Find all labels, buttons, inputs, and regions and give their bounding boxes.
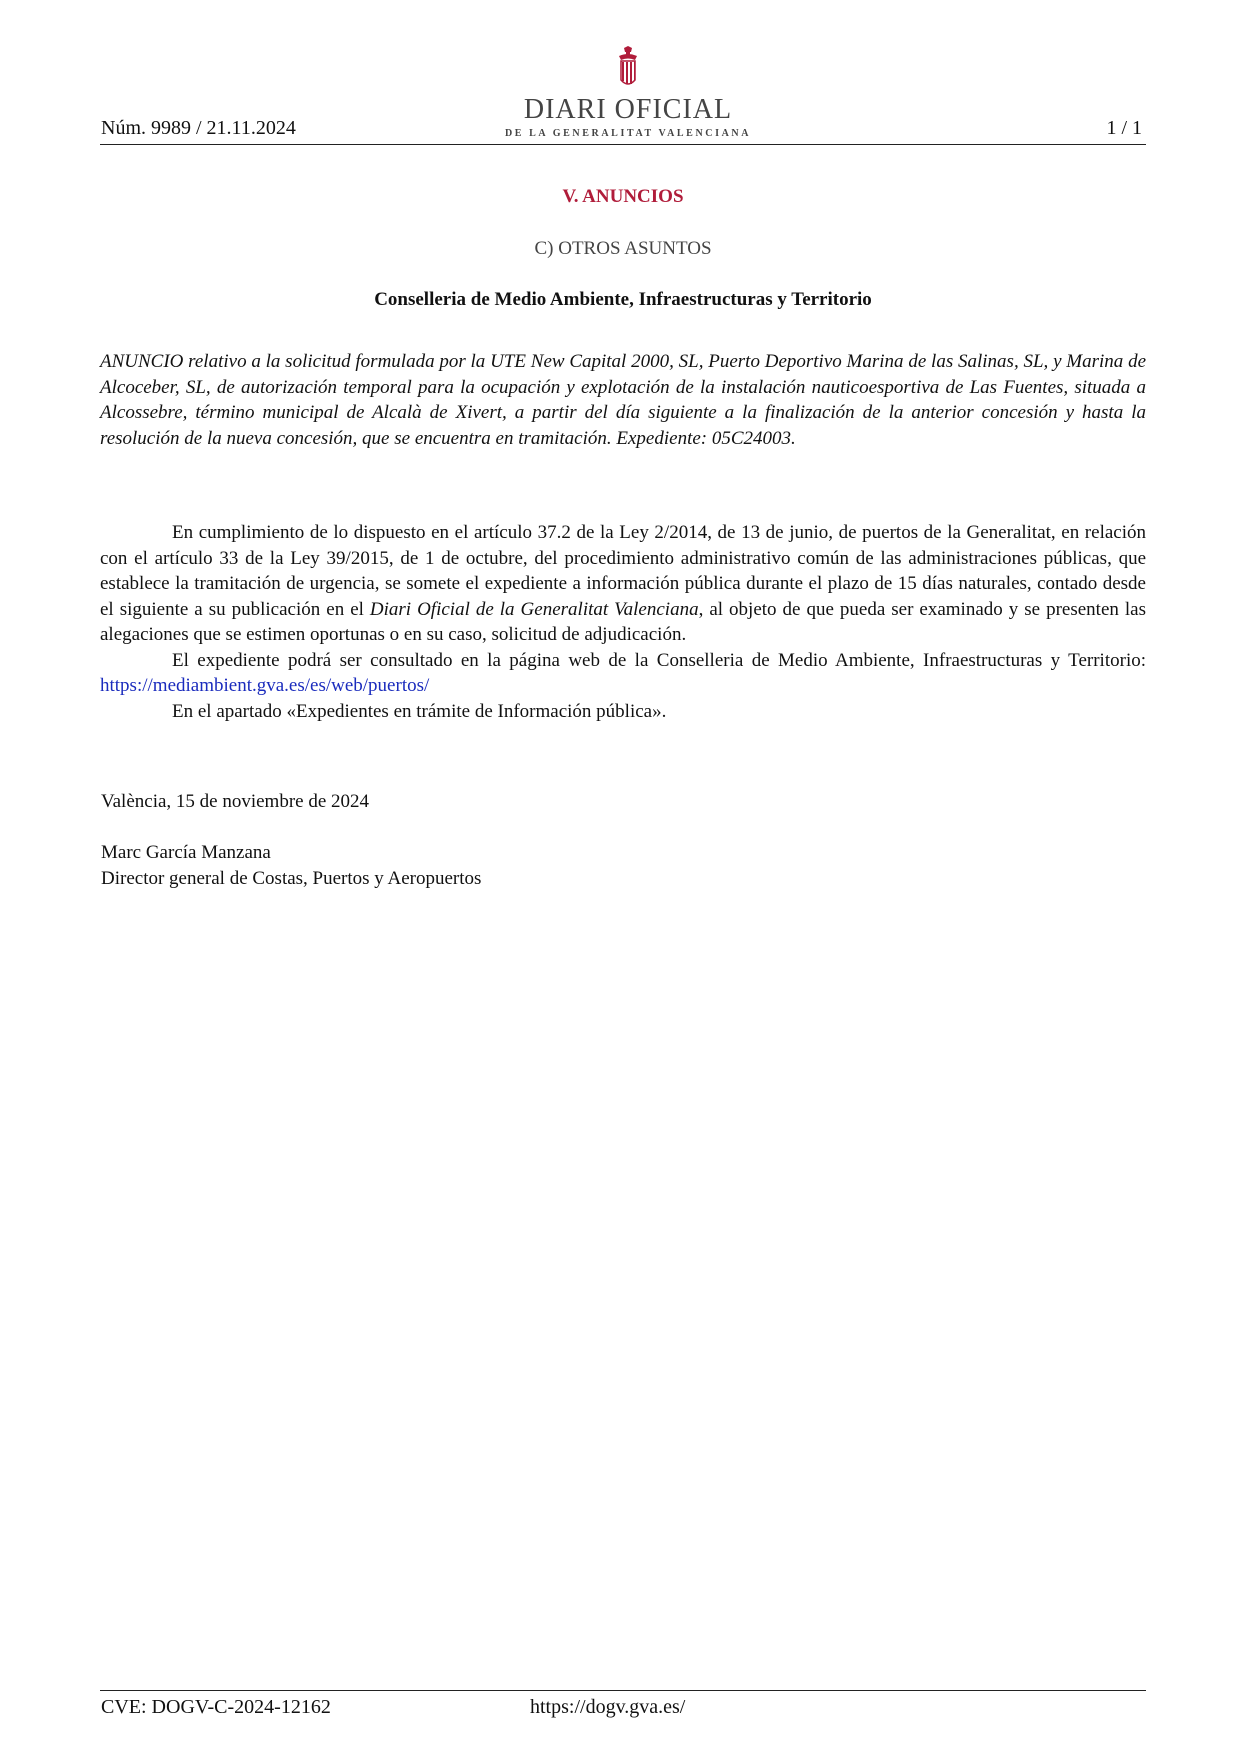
header-divider bbox=[100, 144, 1146, 145]
signer-name: Marc García Manzana bbox=[101, 842, 271, 863]
place-date: València, 15 de noviembre de 2024 bbox=[101, 791, 370, 812]
para1-text-start: En cumplimiento de lo dispuesto en el artículo 37.2 de la Ley 2/2014, de 13 de junio, de puertos de la Generalitat, en relación con el artículo 33 de la Ley 39/2015, de 1 de octubre, del procedimiento administrativo común de las administraciones públicas, que establece la tramitación de urgencia, se somete el expediente a información pública durante el plazo de 15 días naturales, contado desde el siguiente a su publicación en el bbox=[100, 522, 1146, 620]
journal-name: Diari Oficial de la Generalitat Valenciana bbox=[369, 598, 699, 620]
coat-of-arms-icon bbox=[615, 46, 641, 92]
subsection-title: C) OTROS ASUNTOS bbox=[534, 238, 712, 259]
announcement-body bbox=[100, 520, 1146, 724]
logo-subtitle: DE LA GENERALITAT VALENCIANA bbox=[504, 128, 752, 139]
signature-block bbox=[101, 840, 481, 891]
body-paragraph-1 bbox=[100, 520, 1146, 648]
announcement-summary: ANUNCIO relativo a la solicitud formulada por la UTE New Capital 2000, SL, Puerto Deportivo Marina de las Salinas, SL, y Marina de Alcoceber, SL, de autorización temporal para la ocupación y explotación de la instalación nauticoesportiva de Las Fuentes, situada a Alcossebre, término municipal de Alcalà de Xivert, a partir del día siguiente a la finalización de la anterior concesión y hasta la resolución de la nueva concesión, que se encuentra en tramitación. Expediente: 05C24003. bbox=[100, 351, 1146, 449]
dogv-website-link[interactable]: https://dogv.gva.es/ bbox=[530, 1696, 686, 1718]
para1-text-end: , al objeto de que pueda ser examinado y se presenten las alegaciones que se estimen oportunas o en su caso, solicitud de adjudicación. bbox=[100, 598, 1146, 645]
signer-title: Director general de Costas, Puertos y Aeropuertos bbox=[101, 867, 482, 889]
footer-divider bbox=[100, 1690, 1146, 1691]
body-paragraph-3: En el apartado «Expedientes en trámite de Información pública». bbox=[172, 700, 667, 722]
issue-number: Núm. 9989 / 21.11.2024 bbox=[101, 117, 296, 139]
section-title: V. ANUNCIOS bbox=[562, 186, 684, 207]
logo-title: DIARI OFICIAL bbox=[523, 94, 733, 125]
diari-oficial-logo bbox=[498, 46, 758, 142]
ports-website-link[interactable]: https://mediambient.gva.es/es/web/puertos/ bbox=[100, 675, 430, 696]
page-number: 1 / 1 bbox=[1106, 117, 1142, 139]
body-paragraph-2 bbox=[100, 648, 1146, 699]
organization-title: Conselleria de Medio Ambiente, Infraestructuras y Territorio bbox=[374, 289, 872, 310]
para2-text: El expediente podrá ser consultado en la página web de la Conselleria de Medio Ambiente, Infraestructuras y Territorio: bbox=[172, 649, 1146, 671]
cve-code: CVE: DOGV-C-2024-12162 bbox=[101, 1696, 331, 1718]
